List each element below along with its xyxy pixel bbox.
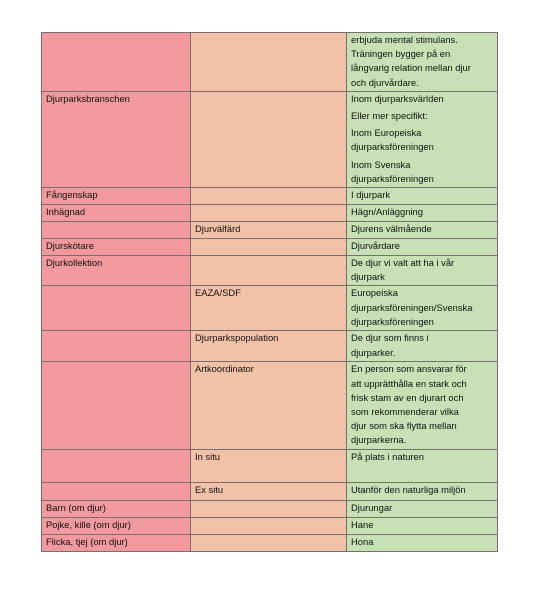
definition-line: Europeiska	[351, 287, 398, 299]
definition-cell	[347, 331, 498, 362]
term-cell: Djurkollektion	[42, 256, 191, 286]
term-cell: Fångenskap	[42, 188, 191, 205]
table-row	[42, 500, 498, 517]
definition-line: Inom djurparksvärlden	[351, 92, 444, 104]
term-cell: Inhägnad	[42, 205, 191, 222]
definition-line: Inom Europeiska	[351, 127, 422, 139]
definition-line: De djur som finns i	[351, 332, 429, 344]
definition-cell	[347, 33, 498, 92]
term-cell	[42, 222, 191, 239]
term-cell: Djurparksbranschen	[42, 91, 191, 187]
definition-line: De djur vi valt att ha i vår	[351, 257, 455, 269]
definition-line: djurparker.	[351, 346, 396, 358]
definition-cell	[347, 534, 498, 551]
table-row	[42, 286, 498, 331]
definition-line: djurparksföreningen	[351, 315, 434, 327]
table-row	[42, 222, 498, 239]
definition-line: Utanför den naturliga miljön	[351, 483, 466, 495]
definition-cell	[347, 500, 498, 517]
term-cell	[42, 449, 191, 482]
table-row	[42, 91, 498, 187]
variant-cell	[191, 91, 347, 187]
definition-cell	[347, 482, 498, 500]
definition-line: Hane	[351, 518, 374, 530]
definition-cell	[347, 188, 498, 205]
definition-line: Träningen bygger på en	[351, 48, 451, 60]
definition-line: Djurvårdare	[351, 240, 400, 252]
definition-line: I djurpark	[351, 189, 391, 201]
variant-cell	[191, 256, 347, 286]
definition-cell	[347, 286, 498, 331]
definition-line: Djurens välmående	[351, 223, 432, 235]
table-row	[42, 482, 498, 500]
definition-cell	[347, 256, 498, 286]
definition-line: djurpark	[351, 271, 385, 283]
term-cell	[42, 33, 191, 92]
variant-cell: In situ	[191, 449, 347, 482]
definition-line: På plats i naturen	[351, 450, 424, 462]
variant-cell	[191, 534, 347, 551]
definition-line: Djurungar	[351, 501, 393, 513]
definition-line: att upprätthålla en stark och	[351, 377, 467, 389]
glossary-table	[41, 32, 498, 552]
definition-cell	[347, 91, 498, 187]
definition-line: Hona	[351, 535, 374, 547]
table-row	[42, 33, 498, 92]
definition-line: djur som ska flytta mellan	[351, 420, 457, 432]
variant-cell: Artkoordinator	[191, 362, 347, 449]
table-row	[42, 362, 498, 449]
term-cell: Pojke, kille (om djur)	[42, 517, 191, 534]
table-row	[42, 517, 498, 534]
definition-line: djurparksföreningen	[351, 141, 434, 153]
variant-cell	[191, 517, 347, 534]
table-row	[42, 239, 498, 256]
table-row	[42, 449, 498, 482]
variant-cell	[191, 33, 347, 92]
term-cell	[42, 482, 191, 500]
table-row	[42, 188, 498, 205]
definition-cell	[347, 222, 498, 239]
term-cell: Djurskötare	[42, 239, 191, 256]
variant-cell: Djurvälfärd	[191, 222, 347, 239]
table-row	[42, 205, 498, 222]
definition-line: djurparksföreningen/Svenska	[351, 301, 473, 313]
variant-cell	[191, 239, 347, 256]
definition-cell	[347, 205, 498, 222]
variant-cell: EAZA/SDF	[191, 286, 347, 331]
variant-cell	[191, 188, 347, 205]
definition-line: Hägn/Anläggning	[351, 206, 423, 218]
variant-cell	[191, 205, 347, 222]
definition-line: och djurvårdare.	[351, 76, 419, 88]
definition-line: En person som ansvarar för	[351, 363, 467, 375]
variant-cell: Ex situ	[191, 482, 347, 500]
definition-line: djurparksföreningen	[351, 172, 434, 184]
definition-cell	[347, 517, 498, 534]
definition-line: som rekommenderar vilka	[351, 406, 459, 418]
term-cell: Flicka, tjej (om djur)	[42, 534, 191, 551]
term-cell	[42, 286, 191, 331]
definition-line: Inom Svenska	[351, 158, 411, 170]
term-cell	[42, 331, 191, 362]
table-row	[42, 331, 498, 362]
definition-line: djurparkerna.	[351, 434, 407, 446]
variant-cell	[191, 500, 347, 517]
term-cell: Barn (om djur)	[42, 500, 191, 517]
definition-cell	[347, 449, 498, 482]
table-row	[42, 256, 498, 286]
variant-cell: Djurparkspopulation	[191, 331, 347, 362]
table-row	[42, 534, 498, 551]
definition-line: Eller mer specifikt:	[351, 110, 428, 122]
term-cell	[42, 362, 191, 449]
definition-line: erbjuda mental stimulans.	[351, 34, 458, 45]
definition-line: frisk stam av en djurart och	[351, 391, 464, 403]
definition-line: långvarig relation mellan djur	[351, 62, 471, 74]
definition-cell	[347, 239, 498, 256]
definition-cell	[347, 362, 498, 449]
